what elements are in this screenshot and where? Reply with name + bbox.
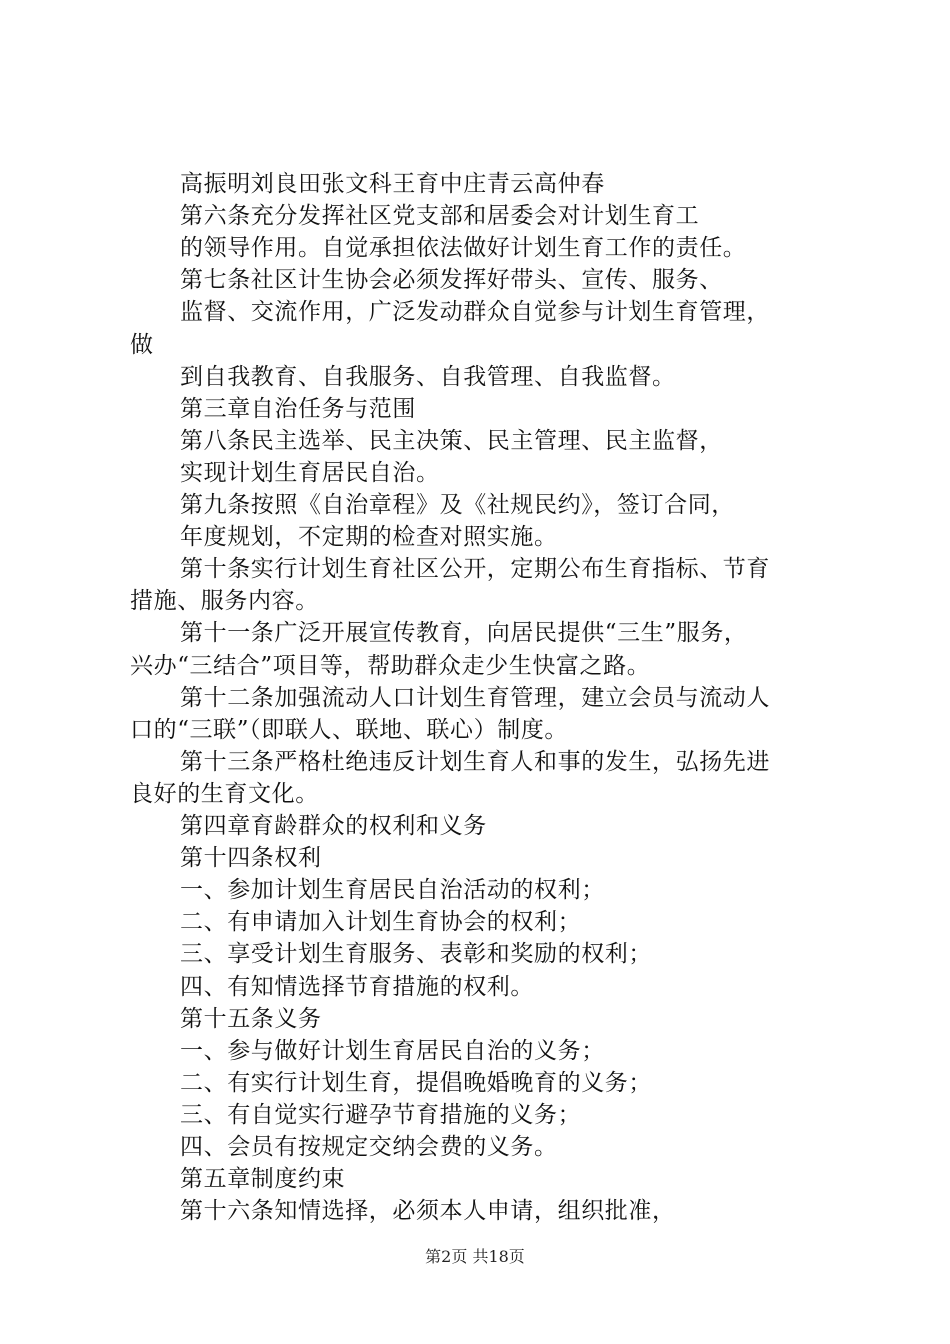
text-line: 第八条民主选举、民主决策、民主管理、民主监督， — [180, 427, 723, 454]
text-line: 第四章育龄群众的权利和义务 — [180, 813, 487, 839]
text-line: 第十条实行计划生育社区公开，定期公布生育指标、节育 — [180, 556, 770, 583]
text-line: 第七条社区计生协会必须发挥好带头、宣传、服务、 — [180, 267, 723, 294]
text-line: 三、享受计划生育服务、表彰和奖励的权利； — [180, 941, 652, 968]
text-line: 年度规划，不定期的检查对照实施。 — [180, 524, 558, 551]
text-line: 监督、交流作用，广泛发动群众自觉参与计划生育管理， — [180, 299, 770, 326]
text-line: 第三章自治任务与范围 — [180, 395, 416, 422]
text-line: 四、会员有按规定交纳会费的义务。 — [180, 1134, 558, 1160]
text-line: 到自我教育、自我服务、自我管理、自我监督。 — [180, 363, 676, 390]
text-line: 第十五条义务 — [180, 1005, 322, 1032]
text-line: 做 — [130, 331, 154, 358]
text-line: 第六条充分发挥社区党支部和居委会对计划生育工 — [180, 203, 700, 230]
text-line: 第十三条严格杜绝违反计划生育人和事的发生，弘扬先进 — [180, 748, 770, 775]
text-line: 三、有自觉实行避孕节育措施的义务； — [180, 1101, 582, 1128]
text-line: 实现计划生育居民自治。 — [180, 459, 440, 486]
text-line: 口的“三联”（即联人、联地、联心）制度。 — [130, 716, 569, 743]
text-line: 兴办“三结合”项目等，帮助群众走少生快富之路。 — [130, 652, 651, 679]
text-line: 良好的生育文化。 — [130, 780, 319, 807]
text-line: 第五章制度约束 — [180, 1166, 346, 1193]
page-footer: 第2页 共18页 — [425, 1247, 525, 1266]
text-line: 第九条按照《自治章程》及《社规民约》，签订合同， — [180, 492, 735, 518]
text-line: 第十一条广泛开展宣传教育，向居民提供“三生”服务， — [180, 620, 748, 647]
text-line: 措施、服务内容。 — [130, 588, 319, 615]
text-line: 二、有实行计划生育，提倡晚婚晚育的义务； — [180, 1069, 652, 1096]
text-line: 第十二条加强流动人口计划生育管理，建立会员与流动人 — [180, 684, 770, 711]
text-line: 一、参加计划生育居民自治活动的权利； — [180, 877, 605, 904]
text-line: 二、有申请加入计划生育协会的权利； — [180, 909, 582, 936]
text-line: 的领导作用。自觉承担依法做好计划生育工作的责任。 — [180, 235, 747, 262]
text-line: 四、有知情选择节育措施的权利。 — [180, 973, 534, 1000]
text-line: 高振明刘良田张文科王育中庄青云高仲春 — [180, 171, 605, 197]
text-line: 一、参与做好计划生育居民自治的义务； — [180, 1037, 605, 1064]
text-line: 第十四条权利 — [180, 845, 322, 872]
text-line: 第十六条知情选择，必须本人申请，组织批准， — [180, 1198, 676, 1225]
